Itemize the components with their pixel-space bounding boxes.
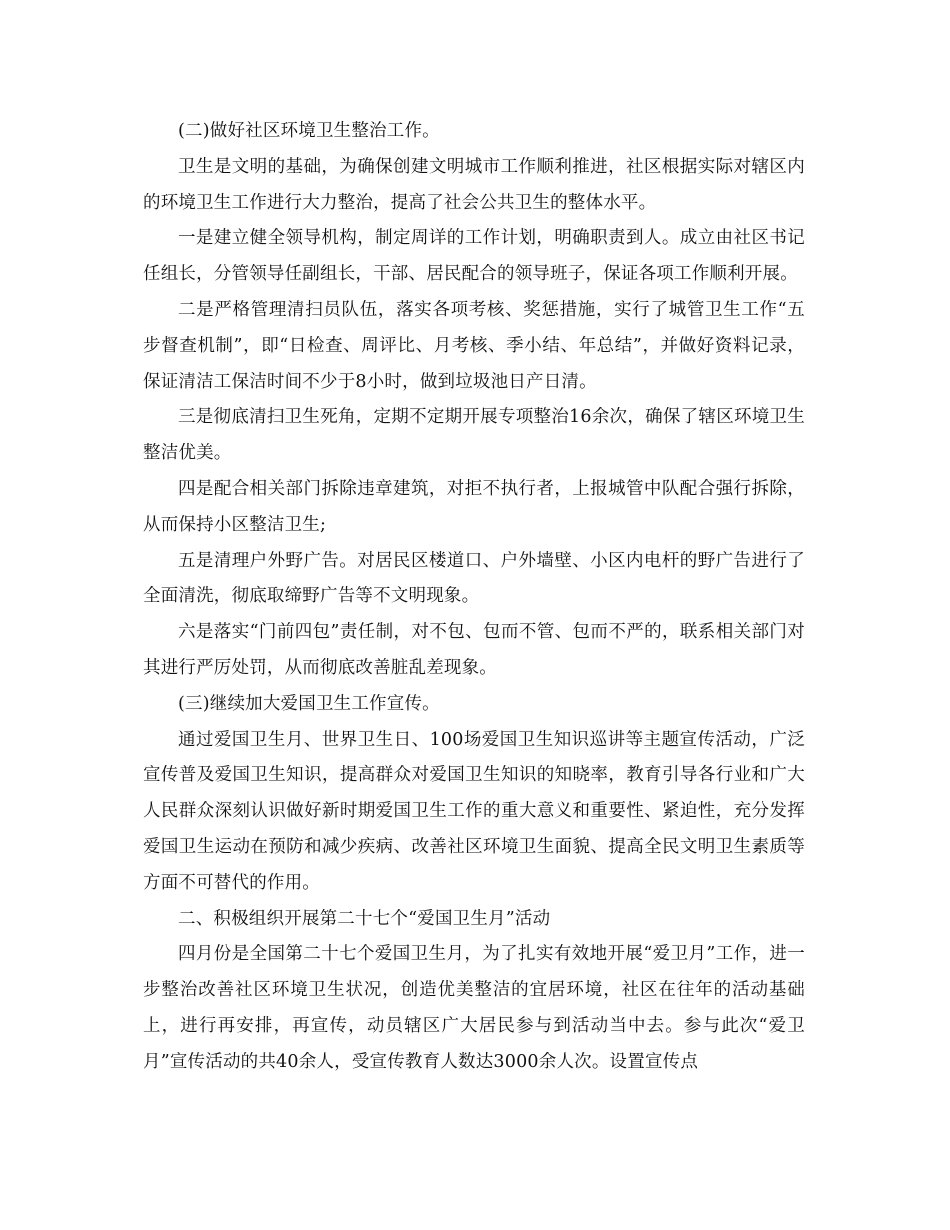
- paragraph: 一是建立健全领导机构，制定周详的工作计划，明确职责到人。成立由社区书记任组长，分管领导任副组长，干部、居民配合的领导班子，保证各项工作顺利开展。: [143, 228, 805, 285]
- paragraph: 五是清理户外野广告。对居民区楼道口、户外墙壁、小区内电杆的野广告进行了全面清洗，彻底取缔野广告等不文明现象。: [143, 550, 805, 607]
- section-heading-3: (三)继续加大爱国卫生工作宣传。: [178, 693, 440, 714]
- paragraph: 四是配合相关部门拆除违章建筑，对拒不执行者，上报城管中队配合强行拆除，从而保持小区整洁卫生;: [143, 478, 805, 535]
- section-heading-main-2: 二、积极组织开展第二十七个“爱国卫生月”活动: [178, 908, 551, 929]
- paragraph: 通过爱国卫生月、世界卫生日、100场爱国卫生知识巡讲等主题宣传活动，广泛宣传普及爱国卫生知识，提高群众对爱国卫生知识的知晓率，教育引导各行业和广大人民群众深刻认识做好新时期爱国卫生工作的重大意义和重要性、紧迫性，充分发挥爱国卫生运动在预防和减少疾病、改善社区环境卫生面貌、提高全民文明卫生素质等方面不可替代的作用。: [143, 729, 805, 893]
- document-body: [143, 114, 805, 1081]
- paragraph: 三是彻底清扫卫生死角，定期不定期开展专项整治16余次，确保了辖区环境卫生整洁优美。: [143, 407, 805, 464]
- paragraph: 二是严格管理清扫员队伍，落实各项考核、奖惩措施，实行了城管卫生工作“五步督查机制”，即“日检查、周评比、月考核、季小结、年总结”，并做好资料记录，保证清洁工保洁时间不少于8小时，做到垃圾池日产日清。: [143, 299, 805, 392]
- paragraph: 四月份是全国第二十七个爱国卫生月，为了扎实有效地开展“爱卫月”工作，进一步整治改善社区环境卫生状况，创造优美整洁的宜居环境，社区在往年的活动基础上，进行再安排，再宣传，动员辖区广大居民参与到活动当中去。参与此次“爱卫月”宣传活动的共40余人，受宣传教育人数达3000余人次。设置宣传点: [143, 944, 805, 1072]
- section-heading-2: (二)做好社区环境卫生整治工作。: [178, 121, 440, 141]
- paragraph: 六是落实“门前四包”责任制，对不包、包而不管、包而不严的，联系相关部门对其进行严厉处罚，从而彻底改善脏乱差现象。: [143, 622, 805, 678]
- paragraph: 卫生是文明的基础，为确保创建文明城市工作顺利推进，社区根据实际对辖区内的环境卫生工作进行大力整治，提高了社会公共卫生的整体水平。: [143, 156, 805, 213]
